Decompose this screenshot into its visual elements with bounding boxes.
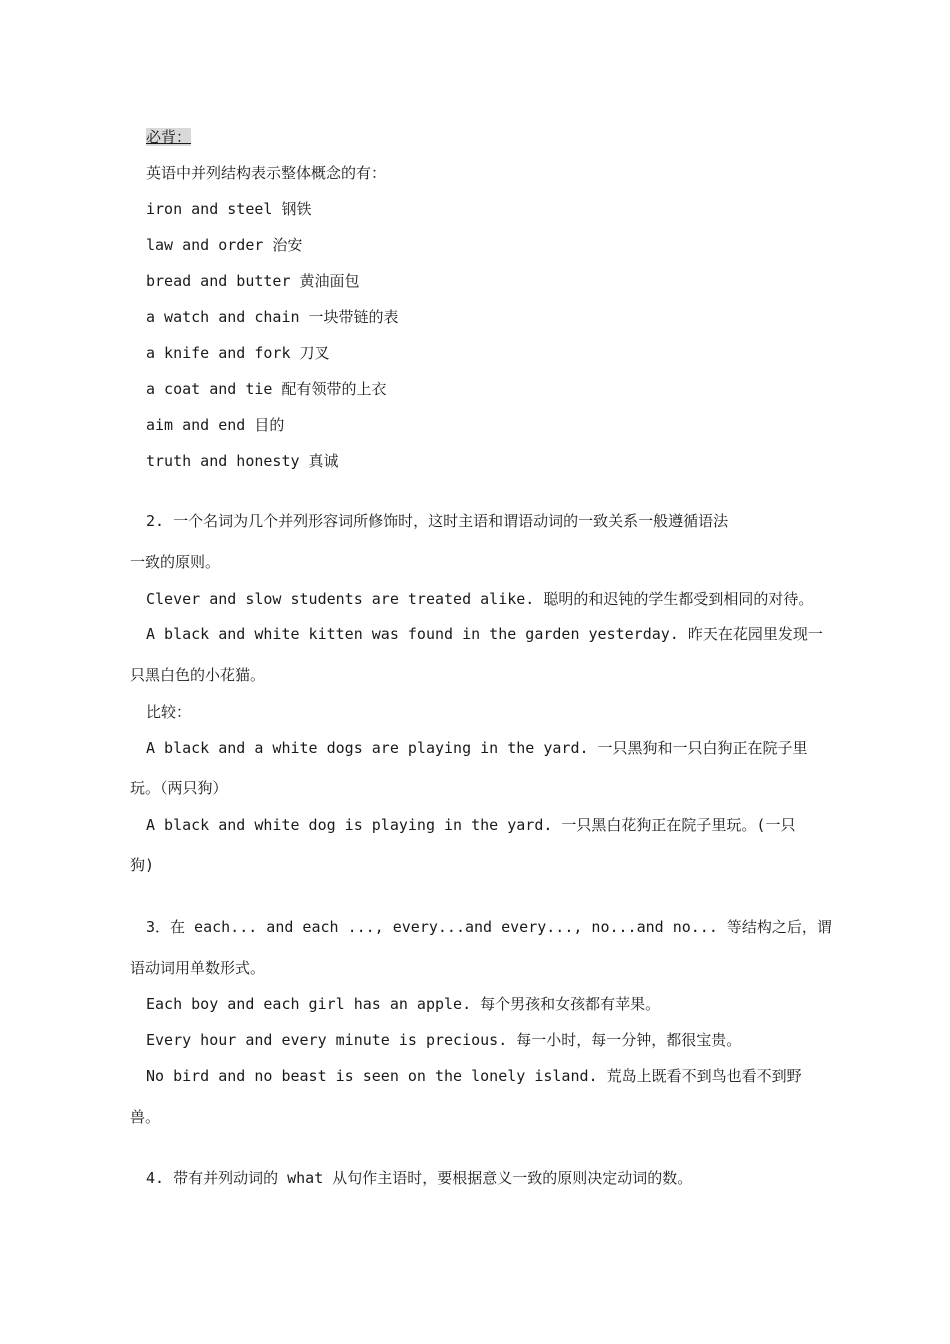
example-sentence: Clever and slow students are treated alike. 聪明的和迟钝的学生都受到相同的对待。 <box>146 590 814 608</box>
list-item: a knife and fork 刀叉 <box>146 344 330 362</box>
rule-3-line-2: 语动词用单数形式。 <box>130 959 266 977</box>
rule-2-line-1: 2. 一个名词为几个并列形容词所修饰时，这时主语和谓语动词的一致关系一般遵循语法 <box>146 512 729 530</box>
example-sentence-continued: 狗) <box>130 856 155 874</box>
example-sentence-continued: 只黑白色的小花猫。 <box>130 666 266 684</box>
list-item: law and order 治安 <box>146 236 303 254</box>
list-item: bread and butter 黄油面包 <box>146 272 360 290</box>
rule-3-line-1: 3．在 each... and each ..., every...and every..., no...and no... 等结构之后，谓 <box>146 918 832 936</box>
example-sentence: Each boy and each girl has an apple. 每个男孩和女孩都有苹果。 <box>146 995 661 1013</box>
rule-2-line-2: 一致的原则。 <box>130 553 221 571</box>
must-recite-heading: 必背： <box>146 128 192 146</box>
list-item: truth and honesty 真诚 <box>146 452 339 470</box>
list-item: a coat and tie 配有领带的上衣 <box>146 380 387 398</box>
compare-label: 比较： <box>146 703 192 721</box>
list-item: iron and steel 钢铁 <box>146 200 312 218</box>
list-item: aim and end 目的 <box>146 416 285 434</box>
list-item: a watch and chain 一块带链的表 <box>146 308 399 326</box>
example-sentence-continued: 兽。 <box>130 1108 161 1126</box>
example-sentence-continued: 玩。（两只狗） <box>130 779 228 797</box>
example-sentence: Every hour and every minute is precious. 每一小时，每一分钟，都很宝贵。 <box>146 1031 742 1049</box>
example-sentence: No bird and no beast is seen on the lonely island. 荒岛上既看不到鸟也看不到野 <box>146 1067 802 1085</box>
example-sentence: A black and a white dogs are playing in the yard. 一只黑狗和一只白狗正在院子里 <box>146 739 808 757</box>
example-sentence: A black and white kitten was found in the garden yesterday. 昨天在花园里发现一 <box>146 625 823 643</box>
must-recite-intro: 英语中并列结构表示整体概念的有： <box>146 164 387 182</box>
rule-4-line-1: 4. 带有并列动词的 what 从句作主语时，要根据意义一致的原则决定动词的数。 <box>146 1169 693 1187</box>
example-sentence: A black and white dog is playing in the yard. 一只黑白花狗正在院子里玩。(一只 <box>146 816 796 834</box>
